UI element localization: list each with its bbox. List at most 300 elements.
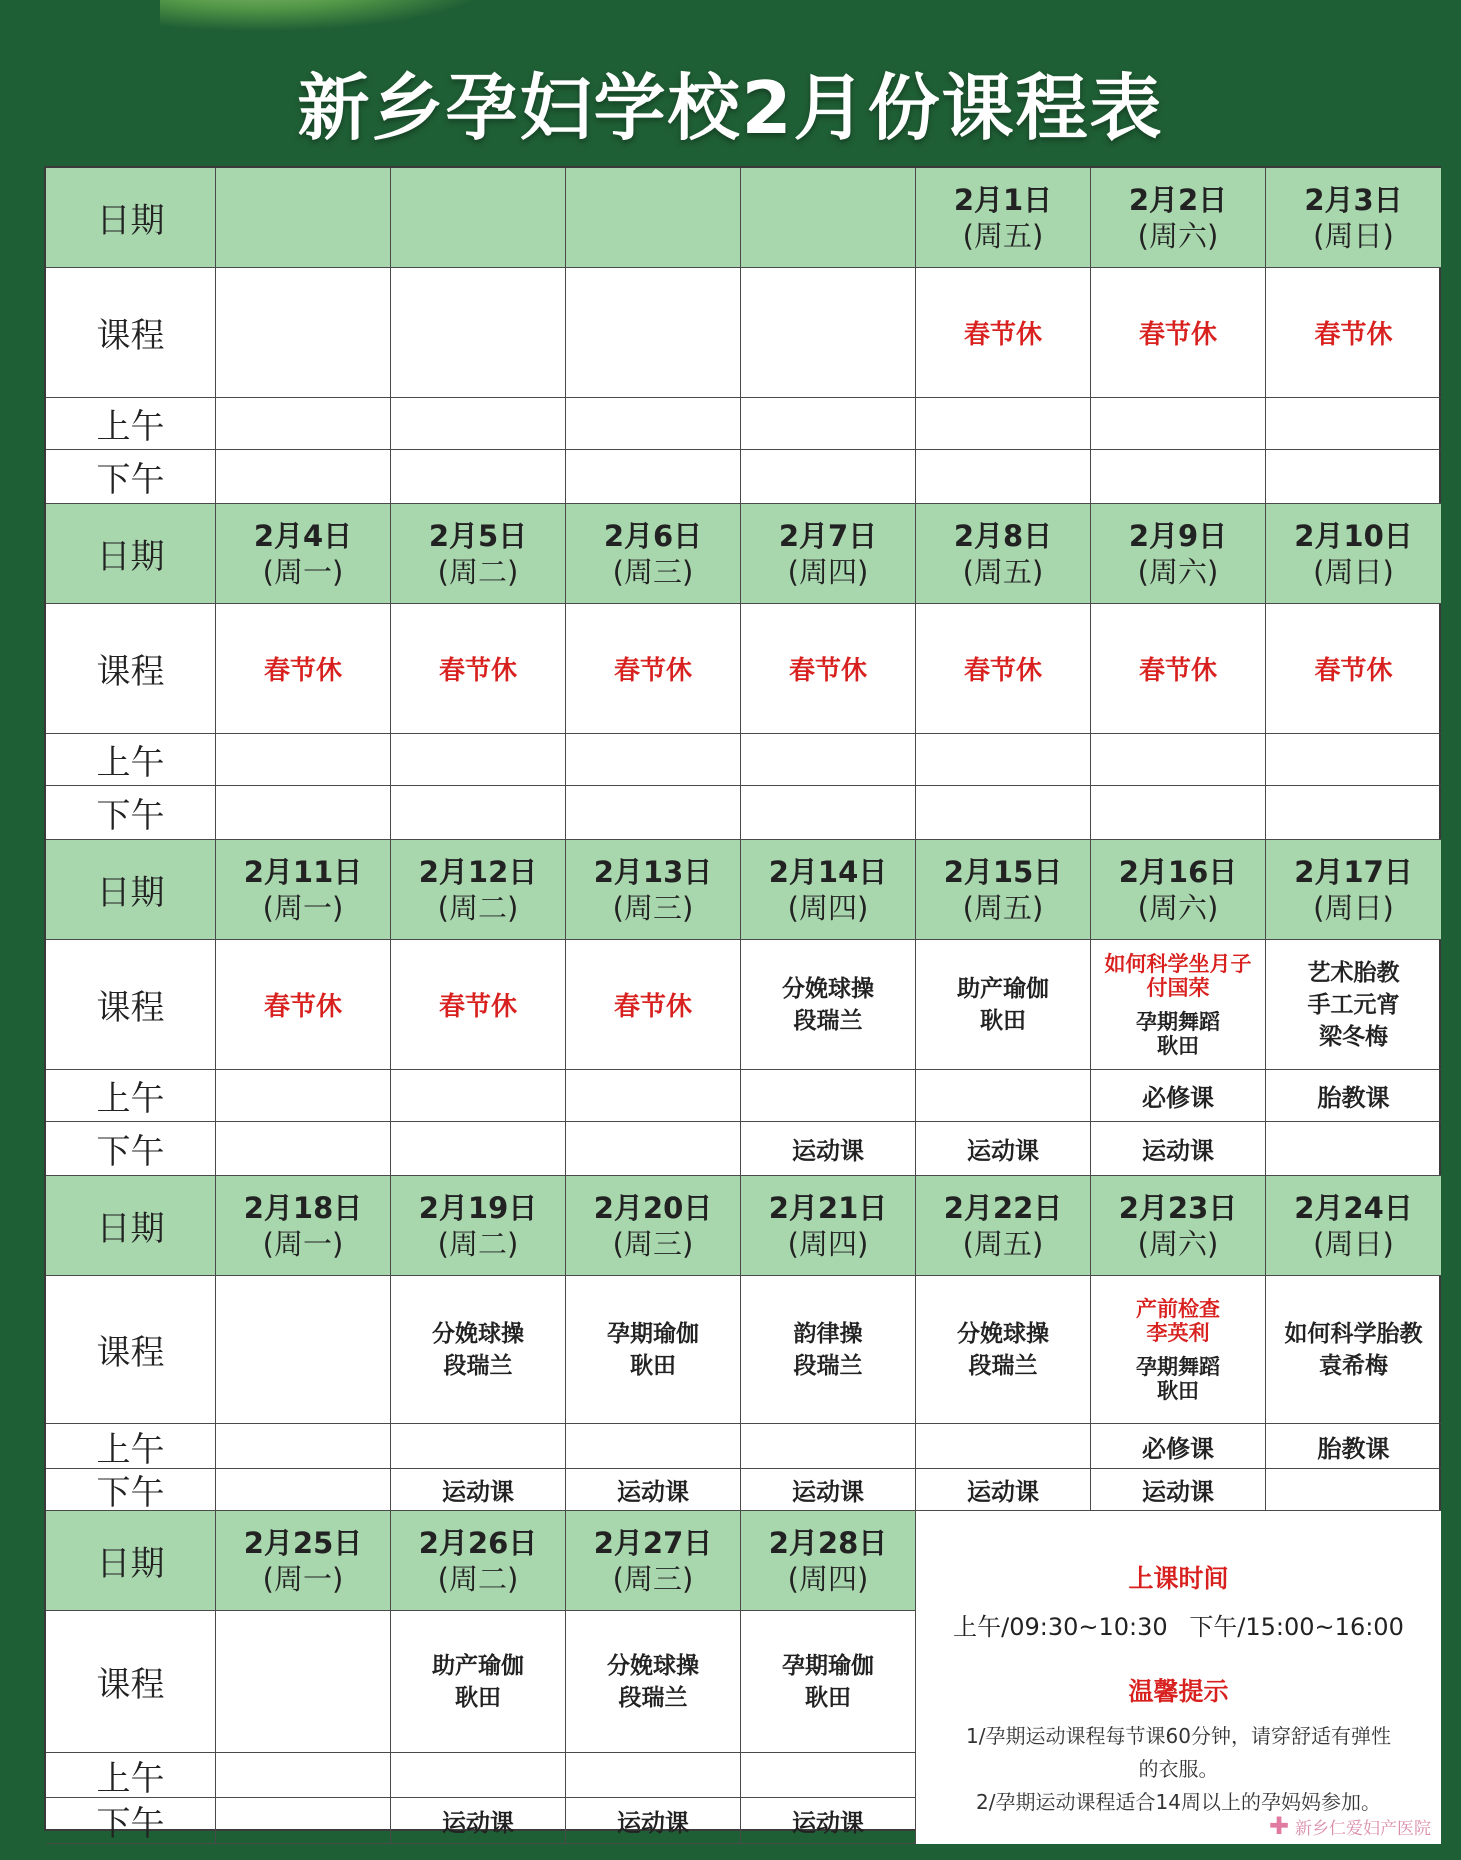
cell-date [916, 504, 1091, 604]
row-label-text: 课程 [96, 316, 165, 356]
course-line: 段瑞兰 [443, 1352, 513, 1379]
cell-course [916, 940, 1091, 1070]
cell-am [216, 1753, 391, 1798]
course-line: 分娩球操 [607, 1652, 699, 1679]
course-block [794, 1318, 863, 1382]
holiday-label: 春节休 [1138, 656, 1217, 686]
row-label-text: 上午 [96, 743, 165, 783]
course-block [1105, 952, 1252, 1058]
cell-am [916, 1424, 1091, 1469]
cell-am [916, 1070, 1091, 1122]
weekday-text: (周四) [787, 1226, 869, 1261]
cell-course [391, 1276, 566, 1424]
class-time-pm: 下午/15:00~16:00 [1189, 1613, 1404, 1641]
row-label-pm [46, 1798, 216, 1844]
weekday-text: (周五) [962, 218, 1044, 253]
weekday-text: (周一) [262, 554, 344, 589]
cell-pm [741, 450, 916, 504]
cell-date [566, 168, 741, 268]
date-text: 2月5日 [428, 518, 528, 553]
cell-pm [1266, 450, 1441, 504]
cell-date [391, 840, 566, 940]
course-block [1308, 957, 1400, 1053]
cell-course [216, 1276, 391, 1424]
course-line: 段瑞兰 [968, 1352, 1038, 1379]
date-text: 2月21日 [768, 1190, 888, 1225]
cell-date [216, 840, 391, 940]
row-label-pm [46, 786, 216, 840]
date-text: 2月28日 [768, 1525, 888, 1560]
row-label-text: 日期 [96, 1544, 165, 1584]
cell-course [916, 604, 1091, 734]
weekday-text: (周六) [1137, 1226, 1219, 1261]
weekday-text: (周三) [612, 1226, 694, 1261]
weekday-text: (周五) [962, 554, 1044, 589]
cell-course [741, 1276, 916, 1424]
cell-date [216, 504, 391, 604]
row-label-pm [46, 1122, 216, 1176]
am-slot: 必修课 [1142, 1434, 1214, 1463]
course-title-red: 如何科学坐月子 [1104, 951, 1252, 976]
cell-date [1266, 504, 1441, 604]
cell-pm [916, 1469, 1091, 1511]
cell-course [391, 1611, 566, 1753]
cell-date [1266, 840, 1441, 940]
date-text: 2月14日 [768, 854, 888, 889]
row-label-date [46, 168, 216, 268]
cell-course [566, 268, 741, 398]
row-label-text: 课程 [96, 988, 165, 1028]
cell-pm [566, 786, 741, 840]
class-time-am: 上午/09:30~10:30 [953, 1613, 1168, 1641]
cell-date [1266, 168, 1441, 268]
cell-am [391, 398, 566, 450]
cell-course [741, 268, 916, 398]
cell-am [566, 1753, 741, 1798]
cell-am [216, 734, 391, 786]
cell-am [391, 1753, 566, 1798]
row-label-text: 上午 [96, 407, 165, 447]
cell-course [916, 268, 1091, 398]
course-line: 分娩球操 [782, 975, 874, 1002]
cell-date [741, 168, 916, 268]
row-label-text: 课程 [96, 1333, 165, 1373]
cell-am [1091, 734, 1266, 786]
holiday-label: 春节休 [1314, 320, 1393, 350]
course-title-small: 耿田 [1157, 1033, 1199, 1058]
cell-am [391, 1070, 566, 1122]
cell-am [741, 1424, 916, 1469]
cell-pm [216, 1798, 391, 1844]
holiday-label: 春节休 [438, 992, 517, 1022]
cell-date [216, 168, 391, 268]
course-block [782, 1650, 874, 1714]
weekday-text: (周六) [1137, 890, 1219, 925]
date-text: 2月12日 [418, 854, 538, 889]
cell-am [1266, 398, 1441, 450]
date-text: 2月25日 [243, 1525, 363, 1560]
row-label-am [46, 1424, 216, 1469]
course-line: 段瑞兰 [793, 1007, 863, 1034]
weekday-text: (周三) [612, 890, 694, 925]
course-line: 耿田 [805, 1684, 851, 1711]
course-line: 耿田 [455, 1684, 501, 1711]
course-title-small: 耿田 [1157, 1378, 1199, 1403]
cell-course [1091, 1276, 1266, 1424]
weekday-text: (周日) [1313, 890, 1394, 925]
cell-pm [1091, 450, 1266, 504]
am-slot: 胎教课 [1317, 1084, 1390, 1112]
date-text: 2月22日 [943, 1190, 1063, 1225]
row-label-am [46, 734, 216, 786]
weekday-text: (周二) [437, 1561, 519, 1596]
am-slot: 胎教课 [1317, 1434, 1390, 1463]
watermark-text: 新乡仁爱妇产医院 [1295, 1818, 1431, 1839]
date-text: 2月26日 [418, 1525, 538, 1560]
cell-pm [916, 786, 1091, 840]
row-label-am [46, 1070, 216, 1122]
date-text: 2月6日 [603, 518, 703, 553]
course-block [1285, 1318, 1423, 1382]
date-text: 2月15日 [943, 854, 1063, 889]
date-text: 2月17日 [1294, 854, 1413, 889]
date-text: 2月20日 [593, 1190, 713, 1225]
course-line: 韵律操 [793, 1320, 863, 1347]
cell-pm [216, 1469, 391, 1511]
date-text: 2月18日 [243, 1190, 363, 1225]
cell-course [216, 1611, 391, 1753]
cell-course [391, 604, 566, 734]
tip-2: 2/孕期运动课程适合14周以上的孕妈妈参加。 [976, 1790, 1381, 1814]
date-text: 2月19日 [418, 1190, 538, 1225]
cell-course [1091, 604, 1266, 734]
info-panel [916, 1511, 1441, 1844]
row-label-text: 下午 [96, 796, 165, 836]
cell-course [566, 1276, 741, 1424]
course-line: 分娩球操 [957, 1320, 1049, 1347]
course-line: 段瑞兰 [793, 1352, 863, 1379]
course-title-red: 产前检查 [1136, 1296, 1220, 1321]
course-block [1136, 1297, 1220, 1403]
row-label-text: 下午 [96, 1804, 165, 1844]
cell-date [1266, 1176, 1441, 1276]
cell-am [566, 734, 741, 786]
row-label-date [46, 1176, 216, 1276]
weekday-text: (周一) [262, 1561, 344, 1596]
cell-course [566, 940, 741, 1070]
course-line: 耿田 [630, 1352, 676, 1379]
cell-pm [1091, 786, 1266, 840]
date-text: 2月4日 [253, 518, 353, 553]
cell-course [1091, 268, 1266, 398]
cell-am [916, 734, 1091, 786]
cell-pm [1266, 786, 1441, 840]
course-title-small: 孕期舞蹈 [1136, 1009, 1220, 1034]
pm-slot: 运动课 [792, 1137, 864, 1165]
row-label-text: 课程 [96, 1665, 165, 1705]
cell-pm [566, 1122, 741, 1176]
cell-pm [566, 1798, 741, 1844]
course-title-small: 孕期舞蹈 [1136, 1354, 1220, 1379]
page-title: 新乡孕妇学校2月份课程表 [297, 66, 1164, 150]
row-label-text: 下午 [96, 1473, 165, 1511]
course-title-red: 李英利 [1146, 1320, 1210, 1345]
pm-slot: 运动课 [967, 1478, 1039, 1506]
pm-slot: 运动课 [967, 1137, 1039, 1165]
cell-date [916, 1176, 1091, 1276]
course-line: 孕期瑜伽 [607, 1320, 699, 1347]
spacer [1136, 1345, 1220, 1355]
cell-course [216, 940, 391, 1070]
row-label-course [46, 1276, 216, 1424]
cell-pm [391, 1469, 566, 1511]
cell-date [916, 168, 1091, 268]
weekday-text: (周三) [612, 554, 694, 589]
cell-date [741, 1511, 916, 1611]
date-text: 2月3日 [1304, 182, 1403, 217]
weekday-text: (周二) [437, 554, 519, 589]
holiday-label: 春节休 [613, 992, 692, 1022]
cell-date [391, 1511, 566, 1611]
cell-am [1091, 1070, 1266, 1122]
date-text: 2月8日 [953, 518, 1053, 553]
row-label-text: 课程 [96, 652, 165, 692]
row-label-text: 下午 [96, 460, 165, 500]
cell-course [1266, 604, 1441, 734]
course-block [782, 973, 874, 1037]
course-block [957, 973, 1049, 1037]
cell-date [1091, 504, 1266, 604]
holiday-label: 春节休 [1138, 320, 1217, 350]
cell-course [216, 604, 391, 734]
cross-icon: ✚ [1268, 1812, 1289, 1840]
cell-am [216, 1070, 391, 1122]
cell-course [566, 1611, 741, 1753]
course-block [957, 1318, 1049, 1382]
cell-pm [566, 450, 741, 504]
cell-date [391, 168, 566, 268]
date-text: 2月1日 [953, 182, 1053, 217]
pm-slot: 运动课 [1142, 1137, 1214, 1165]
weekday-text: (周六) [1137, 218, 1219, 253]
weekday-text: (周五) [962, 1226, 1044, 1261]
cell-date [916, 840, 1091, 940]
cell-date [741, 1176, 916, 1276]
cell-am [566, 1070, 741, 1122]
holiday-label: 春节休 [263, 656, 342, 686]
cell-am [1091, 1424, 1266, 1469]
cell-pm [741, 1122, 916, 1176]
cell-pm [216, 1122, 391, 1176]
cell-am [1266, 734, 1441, 786]
cell-pm [216, 786, 391, 840]
course-line: 手工元宵 [1307, 991, 1400, 1018]
cell-pm [391, 786, 566, 840]
class-time-line [953, 1607, 1404, 1642]
holiday-label: 春节休 [963, 320, 1042, 350]
cell-date [216, 1511, 391, 1611]
weekday-text: (周日) [1313, 554, 1394, 589]
date-text: 2月11日 [243, 854, 363, 889]
row-label-text: 上午 [96, 1758, 165, 1798]
row-label-text: 日期 [96, 873, 165, 913]
course-block [432, 1650, 524, 1714]
cell-date [1091, 840, 1266, 940]
cell-course [566, 604, 741, 734]
course-block [607, 1318, 699, 1382]
pm-slot: 运动课 [617, 1809, 689, 1837]
course-title-red: 付国荣 [1146, 975, 1210, 1000]
weekday-text: (周二) [437, 1226, 519, 1261]
pm-slot: 运动课 [442, 1809, 514, 1837]
row-label-text: 上午 [96, 1079, 165, 1119]
cell-pm [391, 450, 566, 504]
pm-slot: 运动课 [617, 1478, 689, 1506]
leaf-decoration [160, 0, 490, 30]
row-label-date [46, 840, 216, 940]
cell-am [1266, 1424, 1441, 1469]
row-label-text: 日期 [96, 537, 165, 577]
cell-course [741, 940, 916, 1070]
cell-course [741, 604, 916, 734]
row-label-text: 日期 [96, 201, 165, 241]
row-label-date [46, 504, 216, 604]
weekday-text: (周日) [1313, 218, 1394, 253]
course-block [432, 1318, 524, 1382]
cell-course [916, 1276, 1091, 1424]
row-label-text: 日期 [96, 1209, 165, 1249]
cell-pm [1091, 1469, 1266, 1511]
cell-am [1266, 1070, 1441, 1122]
cell-am [741, 398, 916, 450]
cell-pm [741, 786, 916, 840]
cell-pm [1266, 1469, 1441, 1511]
cell-am [1091, 398, 1266, 450]
holiday-label: 春节休 [613, 656, 692, 686]
tips-heading: 温馨提示 [1128, 1677, 1229, 1706]
cell-date [1091, 168, 1266, 268]
row-label-text: 下午 [96, 1132, 165, 1172]
row-label-course [46, 940, 216, 1070]
cell-am [216, 1424, 391, 1469]
am-slot: 必修课 [1142, 1084, 1214, 1112]
holiday-label: 春节休 [438, 656, 517, 686]
holiday-label: 春节休 [1314, 656, 1393, 686]
date-text: 2月13日 [593, 854, 713, 889]
cell-am [566, 1424, 741, 1469]
spacer [1105, 1000, 1252, 1010]
schedule-table [44, 166, 1441, 1844]
cell-am [741, 1070, 916, 1122]
cell-pm [1266, 1122, 1441, 1176]
cell-course [216, 268, 391, 398]
cell-date [741, 504, 916, 604]
holiday-label: 春节休 [788, 656, 867, 686]
date-text: 2月2日 [1128, 182, 1228, 217]
date-text: 2月7日 [778, 518, 878, 553]
pm-slot: 运动课 [442, 1478, 514, 1506]
cell-am [916, 398, 1091, 450]
holiday-label: 春节休 [263, 992, 342, 1022]
date-text: 2月10日 [1294, 518, 1413, 553]
row-label-am [46, 398, 216, 450]
row-label-course [46, 1611, 216, 1753]
date-text: 2月9日 [1128, 518, 1228, 553]
cell-date [566, 504, 741, 604]
cell-course [1266, 1276, 1441, 1424]
cell-pm [391, 1122, 566, 1176]
pm-slot: 运动课 [792, 1478, 864, 1506]
weekday-text: (周六) [1137, 554, 1219, 589]
cell-date [391, 1176, 566, 1276]
cell-pm [916, 1122, 1091, 1176]
pm-slot: 运动课 [1142, 1478, 1214, 1506]
cell-date [566, 1511, 741, 1611]
date-text: 2月16日 [1118, 854, 1238, 889]
course-line: 如何科学胎教 [1284, 1320, 1423, 1347]
cell-date [391, 504, 566, 604]
cell-date [566, 840, 741, 940]
date-text: 2月27日 [593, 1525, 713, 1560]
tip-1: 1/孕期运动课程每节课60分钟，请穿舒适有弹性的衣服。 [966, 1724, 1391, 1781]
cell-pm [391, 1798, 566, 1844]
row-label-text: 上午 [96, 1429, 165, 1469]
course-line: 梁冬梅 [1319, 1023, 1388, 1050]
cell-pm [216, 450, 391, 504]
cell-am [391, 1424, 566, 1469]
cell-course [1091, 940, 1266, 1070]
weekday-text: (周一) [262, 1226, 344, 1261]
class-time-heading: 上课时间 [1128, 1564, 1229, 1593]
weekday-text: (周二) [437, 890, 519, 925]
weekday-text: (周四) [787, 1561, 869, 1596]
weekday-text: (周五) [962, 890, 1044, 925]
course-line: 助产瑜伽 [957, 975, 1049, 1002]
cell-date [741, 840, 916, 940]
pm-slot: 运动课 [792, 1809, 864, 1837]
course-line: 段瑞兰 [618, 1684, 688, 1711]
cell-am [741, 1753, 916, 1798]
cell-date [566, 1176, 741, 1276]
cell-pm [741, 1469, 916, 1511]
course-block [607, 1650, 699, 1714]
date-text: 2月24日 [1294, 1190, 1413, 1225]
course-line: 孕期瑜伽 [782, 1652, 874, 1679]
cell-course [391, 268, 566, 398]
weekday-text: (周一) [262, 890, 344, 925]
cell-course [741, 1611, 916, 1753]
row-label-pm [46, 1469, 216, 1511]
cell-am [391, 734, 566, 786]
course-line: 耿田 [980, 1007, 1026, 1034]
course-line: 袁希梅 [1319, 1352, 1388, 1379]
cell-pm [916, 450, 1091, 504]
cell-date [1091, 1176, 1266, 1276]
date-text: 2月23日 [1118, 1190, 1238, 1225]
cell-am [566, 398, 741, 450]
holiday-label: 春节休 [963, 656, 1042, 686]
row-label-am [46, 1753, 216, 1798]
cell-course [1266, 268, 1441, 398]
weekday-text: (周日) [1313, 1226, 1394, 1261]
course-line: 助产瑜伽 [432, 1652, 524, 1679]
row-label-pm [46, 450, 216, 504]
cell-course [391, 940, 566, 1070]
weekday-text: (周四) [787, 890, 869, 925]
cell-course [1266, 940, 1441, 1070]
cell-pm [1091, 1122, 1266, 1176]
row-label-course [46, 604, 216, 734]
